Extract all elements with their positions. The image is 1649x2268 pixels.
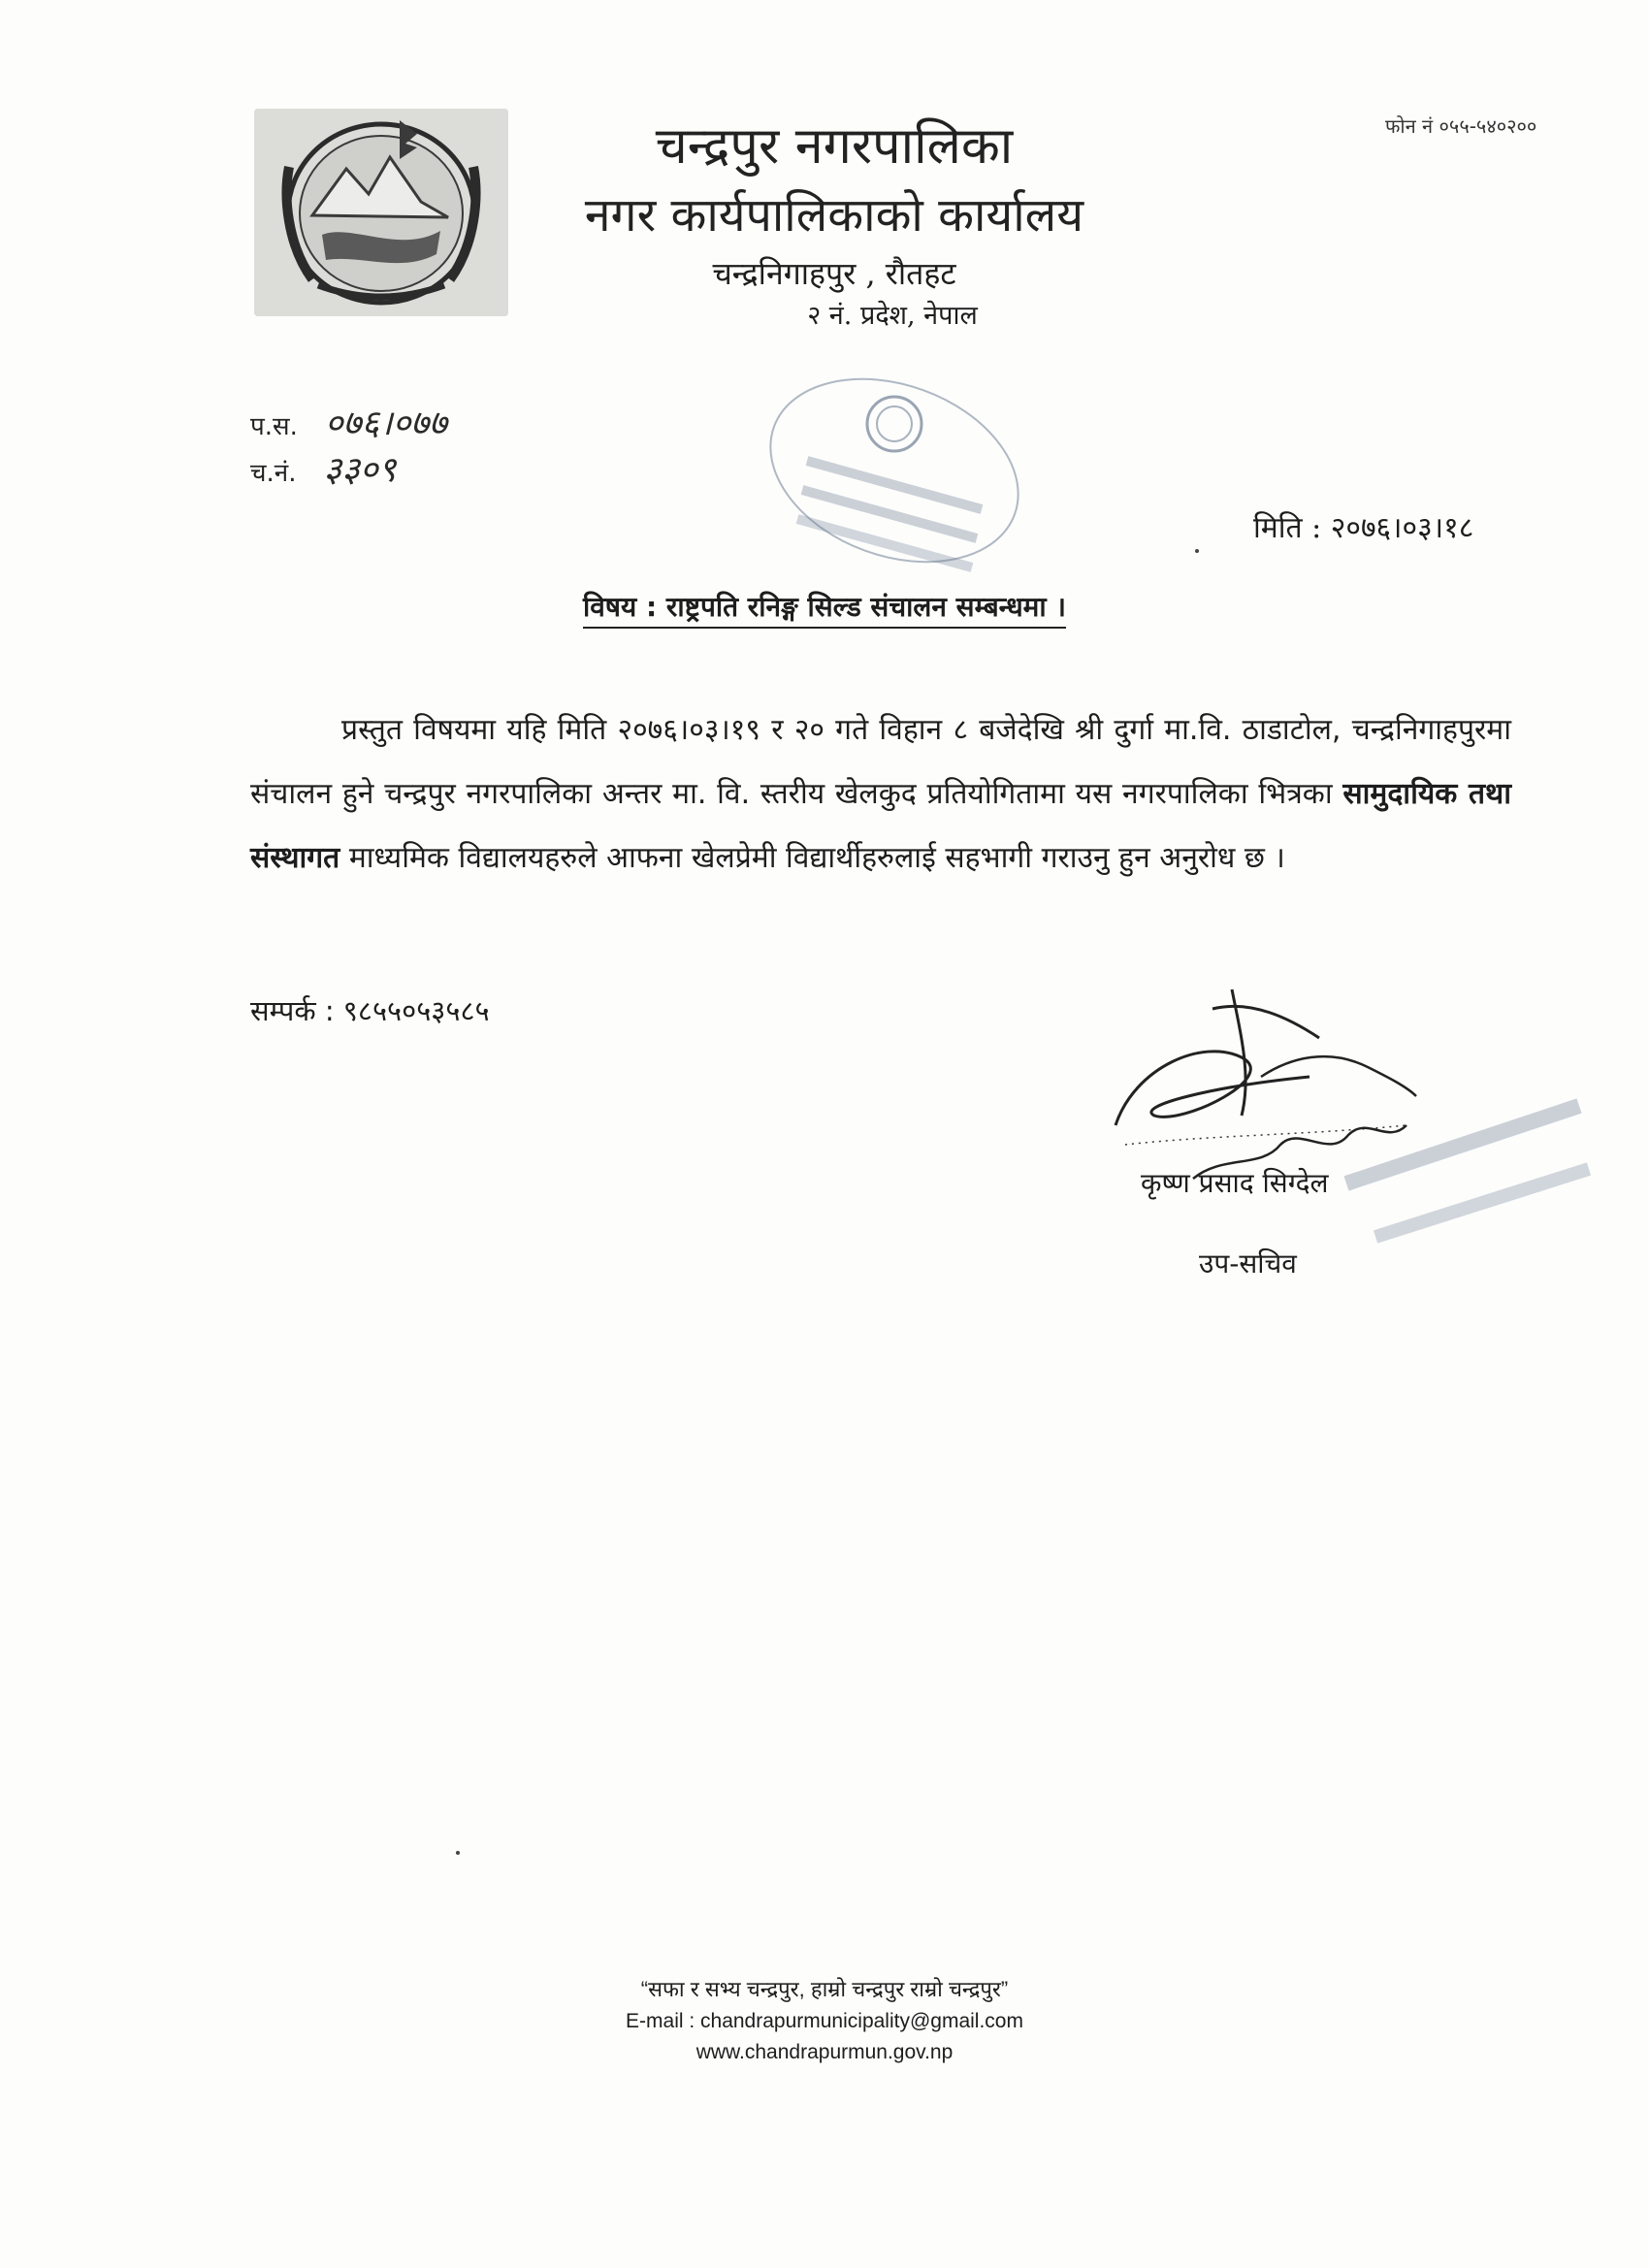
cn-label: च.नं. <box>250 459 297 488</box>
reference-ps-row <box>250 398 447 445</box>
contact-number: सम्पर्क : ९८५५०५३५८५ <box>250 994 490 1027</box>
subject-text: विषय : राष्ट्रपति रनिङ्ग सिल्ड संचालन सम्बन्धमा । <box>583 588 1066 629</box>
letter-date: मिति : २०७६।०३।१८ <box>1253 511 1474 545</box>
signatory-stamp <box>1337 1067 1599 1261</box>
letter-footer <box>0 1973 1649 2068</box>
footer-email: E-mail : chandrapurmunicipality@gmail.com <box>626 2010 1023 2032</box>
ps-label: प.स. <box>250 412 298 441</box>
letter-body <box>250 698 1511 891</box>
footer-slogan: “सफा र सभ्य चन्द्रपुर, हाम्रो चन्द्रपुर राम्रो चन्द्रपुर” <box>640 1977 1009 2001</box>
body-part-1: प्रस्तुत विषयमा यहि मिति २०७६।०३।१९ र २० गते विहान ८ बजेदेखि श्री दुर्गा मा.वि. ठाडाटोल, चन्द्रनिगाहपुरमा संचालन हुने चन्द्रपुर नगरपालिका अन्तर मा. वि. स्तरीय खेलकुद प्रतियोगितामा यस नगरपालिका भित्रका <box>250 713 1511 811</box>
letter-subject <box>0 588 1649 629</box>
reference-cn-row <box>250 444 396 492</box>
body-bold-phrase: सामुदायिक तथा संस्थागत <box>250 777 1511 875</box>
signatory-name: कृष्ण प्रसाद सिग्देल <box>1141 1167 1329 1199</box>
office-name: नगर कार्यपालिकाको कार्यालय <box>584 188 1084 243</box>
letterhead-header <box>485 114 1183 336</box>
ps-value: ०७६।०७७ <box>324 404 447 443</box>
scan-speck <box>456 1851 460 1855</box>
municipality-name: चन्द्रपुर नगरपालिका <box>655 117 1014 176</box>
office-province: २ नं. प्रदेश, नेपाल <box>807 301 978 331</box>
scan-speck <box>1195 549 1199 553</box>
body-part-2: माध्यमिक विद्यालयहरुले आफना खेलप्रेमी विद्यार्थीहरुलाई सहभागी गराउनु हुन अनुरोध छ । <box>340 841 1285 875</box>
phone-number: फोन नं ०५५-५४०२०० <box>1385 114 1537 138</box>
cn-value: ३३०९ <box>323 450 397 490</box>
nepal-emblem-logo <box>254 109 508 316</box>
footer-website: www.chandrapurmun.gov.np <box>695 2041 954 2063</box>
office-round-stamp <box>749 373 1040 577</box>
office-address: चन्द्रनिगाहपुर , रौतहट <box>712 255 956 292</box>
signatory-designation: उप-सचिव <box>1199 1247 1297 1280</box>
